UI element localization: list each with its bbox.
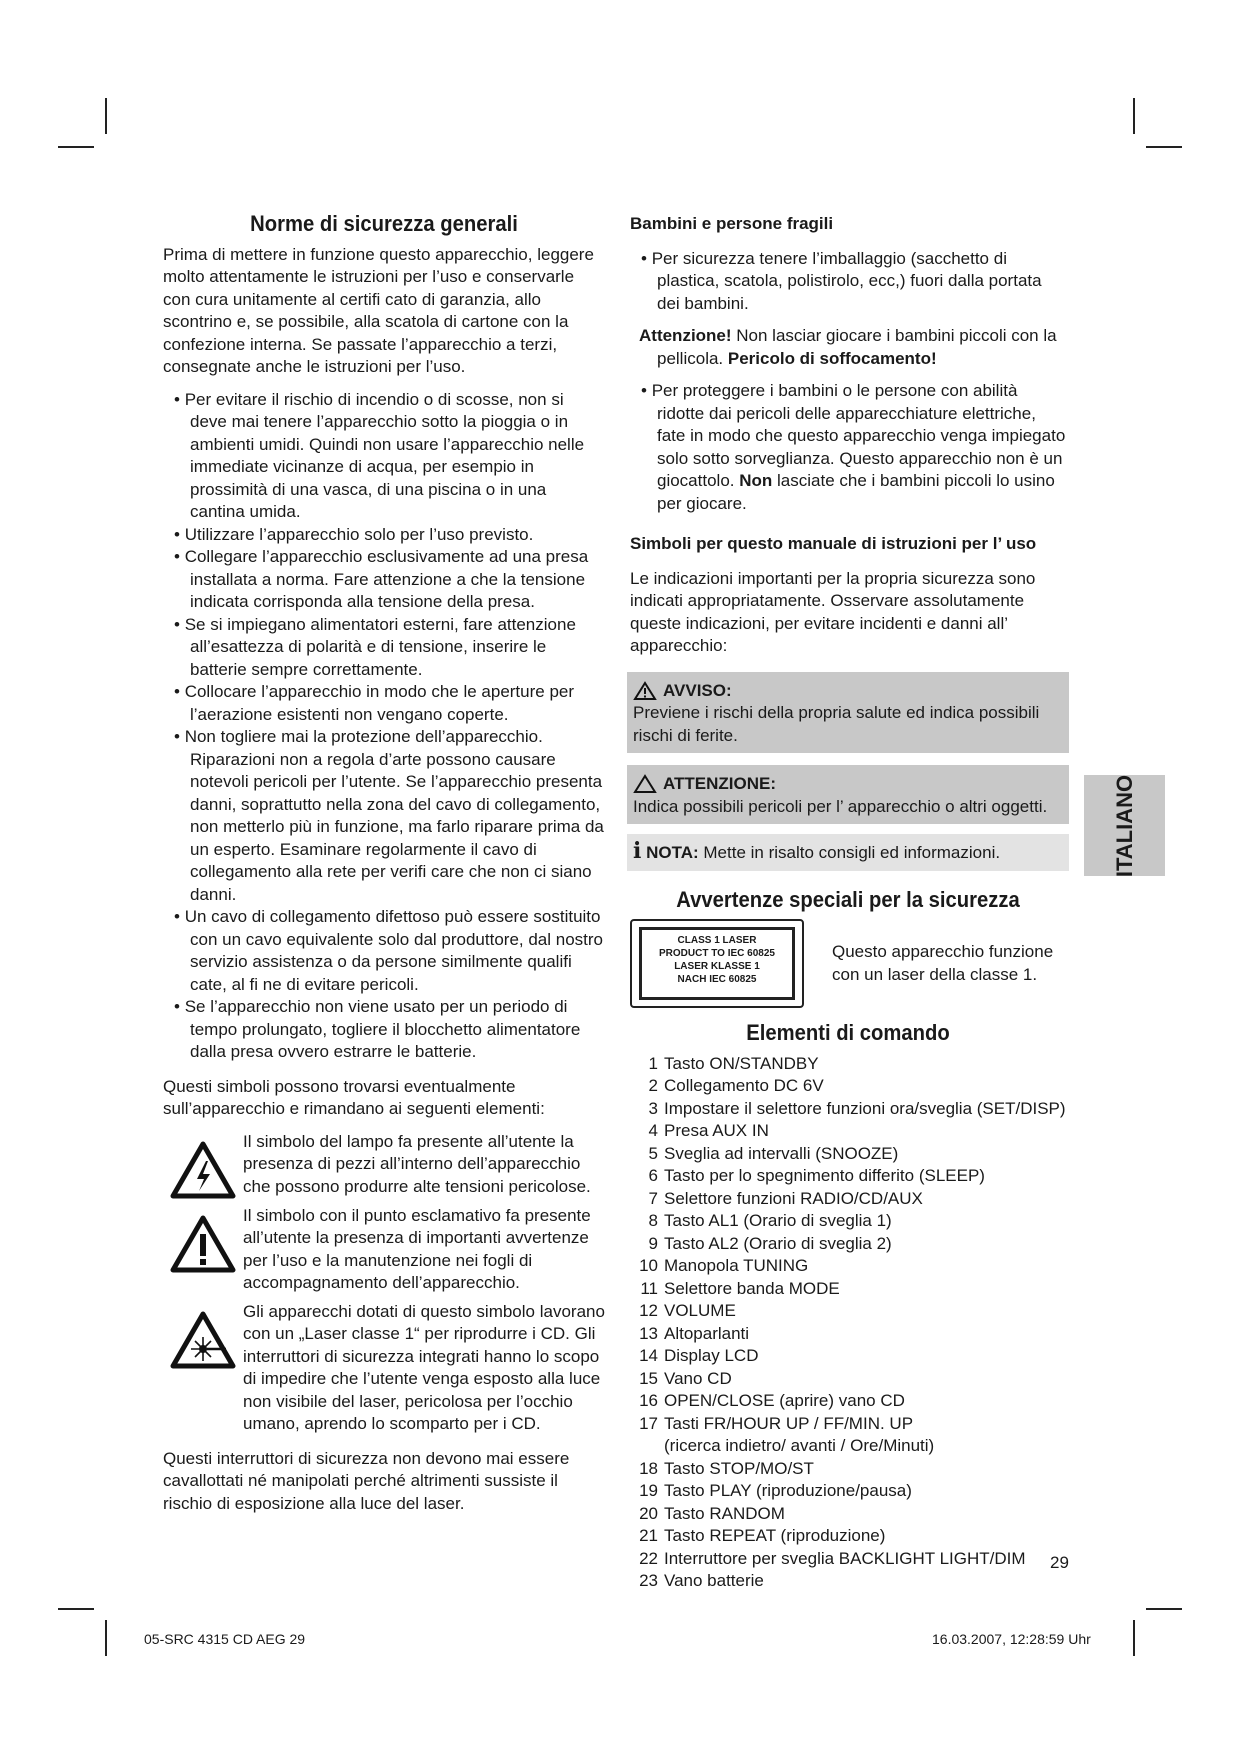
control-label: VOLUME <box>664 1301 736 1320</box>
right-column <box>630 213 1066 1593</box>
control-number: 21 <box>639 1526 658 1545</box>
control-item <box>636 1098 1066 1121</box>
warning-text: Previene i rischi della propria salute ed indica possibili rischi di ferite. <box>633 703 1040 745</box>
control-item <box>636 1503 1066 1526</box>
symbols-heading: Simboli per questo manuale di istruzioni per l’ uso <box>630 534 1037 553</box>
laser-text: Questo apparecchio funzione con un laser della classe 1. <box>832 942 1054 984</box>
caution-triangle-icon <box>633 774 657 794</box>
list-item: • Se l’apparecchio non viene usato per un periodo di tempo prolungato, togliere il blocchetto alimentatore dalla presa ovvero estrarre le batterie. <box>163 996 605 1064</box>
control-number: 22 <box>639 1548 658 1568</box>
control-number: 10 <box>639 1256 658 1275</box>
list-item <box>630 380 1066 515</box>
control-item <box>636 1165 1066 1188</box>
note-text: Mette in risalto consigli ed informazioni. <box>698 843 1001 862</box>
control-number: 17 <box>639 1413 658 1433</box>
control-number: 2 <box>648 1076 658 1095</box>
language-tab <box>1084 775 1165 876</box>
control-item <box>636 1053 1066 1076</box>
control-item <box>636 1233 1066 1256</box>
page-number: 29 <box>1050 1553 1069 1572</box>
control-item <box>636 1548 1066 1571</box>
control-number: 1 <box>648 1053 658 1073</box>
attention-bold: Pericolo di soffocamento! <box>727 348 937 368</box>
control-label: Interruttore per sveglia BACKLIGHT LIGHT/DIM <box>664 1548 1026 1568</box>
symbols-intro: Questi simboli possono trovarsi eventualmente sull’apparecchio e rimandano ai seguenti elementi: <box>163 1076 545 1118</box>
symbol-row-lightning <box>163 1131 605 1199</box>
control-item <box>636 1435 1066 1458</box>
bullet-text: lasciate che i bambini piccoli lo usino per giocare. <box>657 471 1055 513</box>
attention-paragraph <box>630 325 1066 370</box>
control-label: Tasto ON/STANDBY <box>664 1053 819 1073</box>
attention-label: Attenzione! <box>639 326 732 345</box>
control-item <box>636 1525 1066 1548</box>
list-item: • Un cavo di collegamento difettoso può essere sostituito con un cavo equivalente solo dal produttore, dal nostro servizio assistenza o da persone similmente qualifi cate, al fi ne di evitare pericoli. <box>163 906 605 996</box>
control-label: Tasto REPEAT (riproduzione) <box>664 1526 886 1545</box>
closing-paragraph: Questi interruttori di sicurezza non devono mai essere cavallottati né manipolati perché altrimenti sussiste il rischio di esposizione alla luce del laser. <box>163 1448 570 1513</box>
control-item <box>636 1570 1066 1593</box>
control-label: Presa AUX IN <box>664 1121 769 1140</box>
control-number: 15 <box>639 1368 658 1388</box>
crop-mark <box>58 1608 94 1610</box>
control-number: 12 <box>639 1301 658 1320</box>
control-label: Altoparlanti <box>664 1323 750 1343</box>
symbol-text: Il simbolo del lampo fa presente all’utente la presenza di pezzi all’interno dell’apparecchio che possono produrre alte tensioni pericolose. <box>243 1131 591 1196</box>
control-number: 9 <box>648 1233 658 1253</box>
section-title-general-safety: Norme di sicurezza generali <box>250 211 518 236</box>
crop-mark <box>105 98 107 134</box>
control-label: Tasti FR/HOUR UP / FF/MIN. UP <box>664 1413 914 1433</box>
control-label: Tasto per lo spegnimento differito (SLEEP) <box>664 1166 985 1185</box>
section-title-controls: Elementi di comando <box>746 1020 950 1045</box>
control-item <box>636 1278 1066 1301</box>
control-item <box>636 1210 1066 1233</box>
laser-line: NACH IEC 60825 <box>677 974 757 985</box>
control-number: 7 <box>648 1188 658 1208</box>
control-label: Tasto STOP/MO/ST <box>664 1458 814 1478</box>
info-icon: i <box>633 838 642 864</box>
crop-mark <box>1133 98 1135 134</box>
control-number: 11 <box>640 1278 658 1298</box>
safety-list <box>163 389 605 1064</box>
crop-mark <box>1146 146 1182 148</box>
control-number: 6 <box>648 1166 658 1185</box>
control-number: 16 <box>639 1391 658 1410</box>
control-item <box>636 1255 1066 1278</box>
warning-title: AVVISO: <box>663 680 732 700</box>
list-item: • Utilizzare l’apparecchio solo per l’uso previsto. <box>163 524 605 547</box>
control-label: Display LCD <box>664 1346 759 1365</box>
control-item <box>636 1458 1066 1481</box>
language-tab-label: ITALIANO <box>1111 774 1137 877</box>
control-number: 14 <box>639 1346 658 1365</box>
control-label: Selettore banda MODE <box>664 1278 840 1298</box>
laser-line: CLASS 1 LASER <box>677 935 757 946</box>
list-item: • Non togliere mai la protezione dell’apparecchio. Riparazioni non a regola d’arte possono causare notevoli pericoli per l’utente. Se l’apparecchio presenta danni, soprattutto nella zona del cavo di collegamento, non metterlo più in funzione, ma farlo riparare prima da un esperto. Esaminare regolarmente il cavo di collegamento alla rete per verifi care che non ci siano danni. <box>163 726 605 906</box>
list-item: • Collegare l’apparecchio esclusivamente ad una presa installata a norma. Fare attenzione a che la tensione indicata corrisponda alla tensione della presa. <box>163 546 605 614</box>
left-column <box>163 213 605 1525</box>
control-label: Tasto AL2 (Orario di sveglia 2) <box>664 1233 892 1253</box>
control-number: 23 <box>639 1571 658 1590</box>
laser-warning-icon <box>170 1311 236 1369</box>
control-item <box>636 1120 1066 1143</box>
control-item <box>636 1413 1066 1436</box>
laser-line: LASER KLASSE 1 <box>674 961 760 972</box>
control-item <box>636 1188 1066 1211</box>
control-label: (ricerca indietro/ avanti / Ore/Minuti) <box>664 1436 935 1455</box>
children-list-2 <box>630 380 1066 515</box>
laser-row <box>630 919 1066 1008</box>
note-title: NOTA: <box>646 843 699 862</box>
crop-mark <box>105 1620 107 1656</box>
footer-left: 05-SRC 4315 CD AEG 29 <box>144 1631 306 1647</box>
attention-text: Non lasciar giocare i bambini piccoli con la pellicola. <box>657 326 1057 368</box>
control-label: Collegamento DC 6V <box>664 1076 824 1095</box>
controls-list <box>630 1053 1066 1593</box>
list-item: • Se si impiegano alimentatori esterni, fare attenzione all’esattezza di polarità e di tensione, inserire le batterie sempre correttamente. <box>163 614 605 682</box>
control-label: Sveglia ad intervalli (SNOOZE) <box>664 1143 899 1163</box>
lightning-warning-icon <box>170 1141 236 1199</box>
bullet-bold: Non <box>739 471 773 490</box>
exclamation-warning-icon <box>170 1215 236 1273</box>
laser-line: PRODUCT TO IEC 60825 <box>659 948 775 959</box>
symbol-row-exclamation <box>163 1205 605 1295</box>
warning-triangle-icon <box>633 681 657 701</box>
list-item: • Collocare l’apparecchio in modo che le aperture per l’aerazione esistenti non vengano coperte. <box>163 681 605 726</box>
symbols-intro-right: Le indicazioni importanti per la propria sicurezza sono indicati appropriatamente. Osservare assolutamente queste indicazioni, per evitare incidenti e danni all’ apparecchio: <box>630 568 1036 655</box>
control-item <box>636 1480 1066 1503</box>
control-number: 3 <box>648 1098 658 1118</box>
children-list <box>630 248 1066 316</box>
bullet-text: Per proteggere i bambini o le persone con abilità ridotte dai pericoli delle apparecchiature elettriche, fate in modo che questo apparecchio venga impiegato solo sotto sorveglianza. Questo apparecchio non è un giocattolo. <box>651 381 1066 490</box>
control-item <box>636 1323 1066 1346</box>
control-number: 13 <box>639 1323 658 1343</box>
control-label: OPEN/CLOSE (aprire) vano CD <box>664 1391 905 1410</box>
control-number: 4 <box>648 1121 658 1140</box>
children-heading: Bambini e persone fragili <box>630 214 834 233</box>
symbol-text: Gli apparecchi dotati di questo simbolo lavorano con un „Laser classe 1“ per riprodurre i CD. Gli interruttori di sicurezza integrati hanno lo scopo di impedire che l’utente venga esposto alla luce non visibile del laser, pericolosa per l’occhio umano, aprendo lo scomparto per i CD. <box>243 1301 605 1433</box>
control-label: Tasto PLAY (riproduzione/pausa) <box>664 1481 912 1500</box>
intro-paragraph: Prima di mettere in funzione questo apparecchio, leggere molto attentamente le istruzioni per l’uso e conservarle con cura unitamente al certifi cato di garanzia, allo scontrino e, se possibile, alla scatola di cartone con la confezione interna. Se passate l’apparecchio a terzi, consegnate anche le istruzioni per l’uso. <box>163 244 594 376</box>
control-item <box>636 1368 1066 1391</box>
control-number: 20 <box>639 1503 658 1523</box>
crop-mark <box>1146 1608 1182 1610</box>
symbol-row-laser <box>163 1301 605 1436</box>
control-label: Impostare il selettore funzioni ora/sveglia (SET/DISP) <box>664 1098 1066 1118</box>
control-item <box>636 1300 1066 1323</box>
caution-box <box>627 765 1069 824</box>
section-title-special-safety: Avvertenze speciali per la sicurezza <box>676 886 1020 912</box>
warning-box <box>627 672 1069 754</box>
crop-mark <box>1133 1620 1135 1656</box>
control-label: Tasto RANDOM <box>664 1503 785 1523</box>
control-number: 19 <box>639 1481 658 1500</box>
control-label: Manopola TUNING <box>664 1256 809 1275</box>
laser-class-label <box>630 919 804 1008</box>
control-label: Vano batterie <box>664 1571 764 1590</box>
caution-title: ATTENZIONE: <box>663 774 777 793</box>
list-item: • Per sicurezza tenere l’imballaggio (sacchetto di plastica, scatola, polistirolo, ecc,) fuori dalla portata dei bambini. <box>630 248 1066 316</box>
control-item <box>636 1345 1066 1368</box>
control-number: 8 <box>648 1211 658 1230</box>
control-item <box>636 1143 1066 1166</box>
control-label: Selettore funzioni RADIO/CD/AUX <box>664 1188 923 1208</box>
footer-right: 16.03.2007, 12:28:59 Uhr <box>932 1631 1091 1647</box>
caution-text: Indica possibili pericoli per l’ apparecchio o altri oggetti. <box>633 796 1048 816</box>
control-label: Vano CD <box>664 1368 732 1388</box>
control-number: 18 <box>639 1458 658 1478</box>
crop-mark <box>58 146 94 148</box>
control-label: Tasto AL1 (Orario di sveglia 1) <box>664 1211 892 1230</box>
list-item: • Per evitare il rischio di incendio o di scosse, non si deve mai tenere l’apparecchio sotto la pioggia o in ambienti umidi. Quindi non usare l’apparecchio nelle immediate vicinanze di acqua, per esempio in prossimità di una vasca, di una piscina o in una cantina umida. <box>163 389 605 524</box>
symbol-text: Il simbolo con il punto esclamativo fa presente all’utente la presenza di importanti avvertenze per l’uso e la manutenzione nei fogli di accompagnamento dell’apparecchio. <box>243 1205 591 1292</box>
control-item <box>636 1390 1066 1413</box>
control-item <box>636 1075 1066 1098</box>
control-number: 5 <box>648 1143 658 1163</box>
note-box <box>627 834 1069 871</box>
